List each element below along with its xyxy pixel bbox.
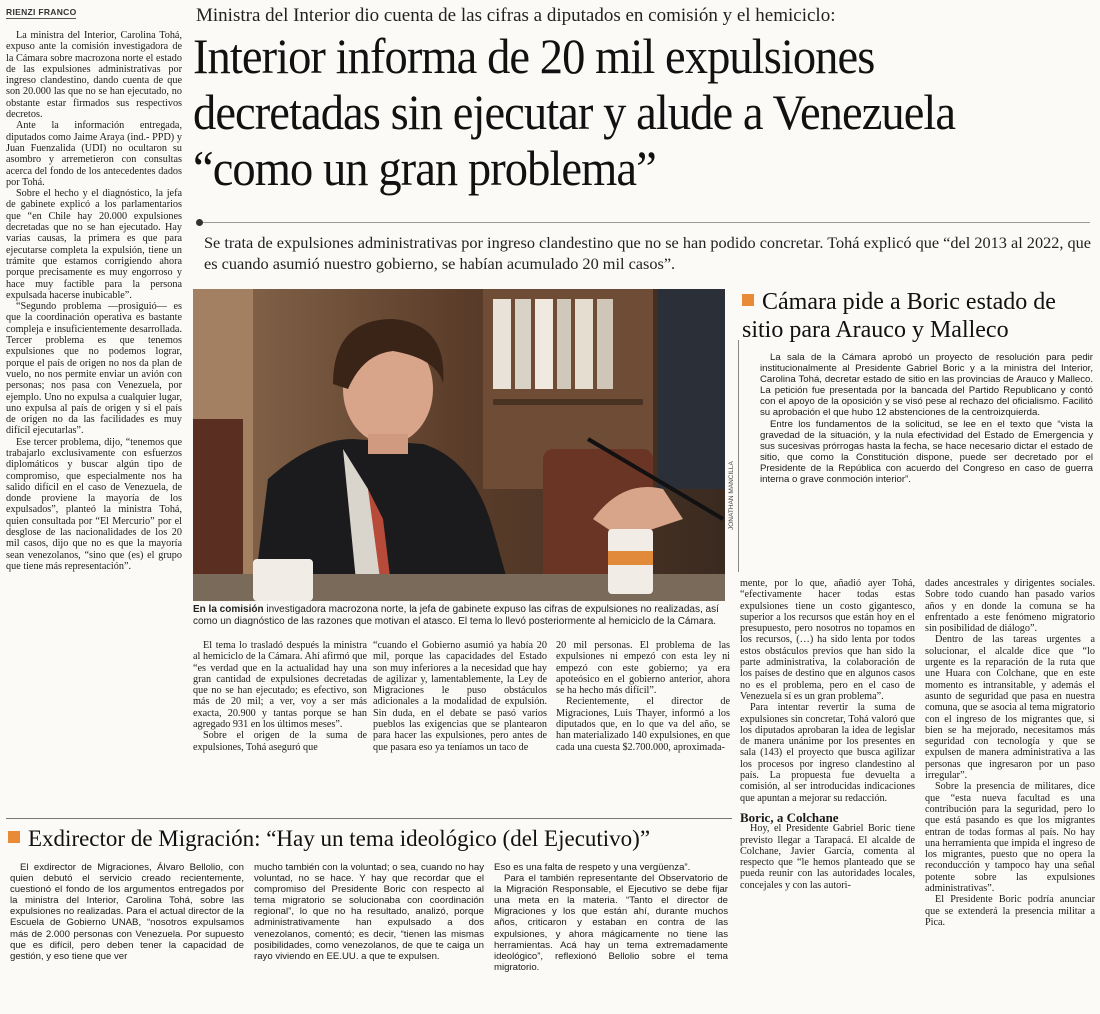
section-title-text: Exdirector de Migración: “Hay un tema ideológico (del Ejecutivo)” [28, 826, 651, 851]
orange-square-icon [8, 831, 20, 843]
paragraph: “cuando el Gobierno asumió ya había 20 mil, porque las capacidades del Estado son muy inferiores a la necesidad que hay de agilizar y, lamentablemente, la Ley de Migraciones le puso obstáculos adicionales a la modalidad de expulsión. Sin duda, en el debate se pasó varios pueblos las exigencias que se plantearon para hacer las expulsiones, pero antes de que pasara eso ya teníamos un taco de [373, 640, 547, 753]
caption-lead: En la comisión [193, 604, 264, 615]
bullet-dot-icon [196, 219, 203, 226]
photo-credit: JONATHAN MANCILLA [728, 461, 735, 530]
section2-column-3 [494, 862, 728, 1010]
paragraph: Ese tercer problema, dijo, “tenemos que trabajarlo exclusivamente con esfuerzos diplomáticos y buscar algún tipo de compromiso, que especialmente nos ha salido difícil en el caso de Venezuela, de donde proviene la mayoría de los expulsados”, planteó la ministra Tohá, quien consultada por “El Mercurio” por el desglose de las nacionalidades de los 20 mil casos, dijo que no es que la mayoría sean venezolanos, “sino que (es) el grupo que tiene más representación”. [6, 436, 182, 572]
photo-minister [193, 289, 725, 601]
left-column [6, 30, 182, 810]
paragraph: “Segundo problema —prosiguió— es que la coordinación operativa es bastante compleja e insuficientemente desarrollada. Tercer problema es que tenemos expulsiones que no podemos lograr, porque el país de origen no nos da plan de vuelo, no nos permite enviar un avión con personas; nos pasa con Venezuela, por ejemplo. Uno no expulsa a cualquier lugar, uno expulsa al país de origen y si el país de origen no da las facilidades es muy difícil ejecutarlas”. [6, 301, 182, 437]
paragraph: Entre los fundamentos de la solicitud, se lee en el texto que “vista la gravedad de la situación, y la nula efectividad del Estado de Emergencia y sus sucesivas prórrogas hasta la fecha, se hace necesario dictar el estado de sitio, que como la Constitución dispone, puede ser decretado por el Presidente de la República con acuerdo del Congreso en caso de guerra interna o grave conmoción interior”. [760, 418, 1093, 486]
paragraph: Recientemente, el director de Migraciones, Luis Thayer, informó a los diputados que, en lo que va del año, se han materializado 140 expulsiones, en que cada una cuesta $2.700.000, aproximada- [556, 696, 730, 753]
paragraph: 20 mil personas. El problema de las expulsiones ni empezó con esta ley ni empezó con este gobierno; ya era apoteósico en el gobierno anterior, ahora se ha hecho más difícil”. [556, 640, 730, 697]
main-column-5 [925, 578, 1095, 1008]
paragraph: Hoy, el Presidente Gabriel Boric tiene previsto llegar a Tarapacá. El alcalde de Colchane, Javier García, comenta al respecto que “le hemos planteado que se pueda reunir con las autoridades locales, concejales y con las autori- [740, 823, 915, 891]
main-column-4 [740, 578, 915, 1008]
byline: RIENZI FRANCO [6, 7, 77, 17]
paragraph: Sobre el hecho y el diagnóstico, la jefa de gabinete explicó a los parlamentarios que “en Chile hay 20.000 expulsiones decretadas que no se han ejecutado. Hay varias causas, la primera es que para ejecutarse completa la expulsión, tiene un trámite que estamos corrigiendo ahora porque precisamente es muy engorroso y hace muy factible para la persona expulsada hacerse inubicable”. [6, 188, 182, 301]
caption-text: investigadora macrozona norte, la jefa de gabinete expuso las cifras de expulsiones no realizadas, así como un diagnóstico de las razones que motivan el atasco. El tema lo llevó posteriormente al hemiciclo de la Cámara. [193, 604, 719, 627]
section2-column-1 [10, 862, 244, 1010]
main-column-2 [373, 640, 547, 810]
sidebar-divider [738, 340, 739, 572]
section2-column-2 [254, 862, 484, 1010]
paragraph: Sobre el origen de la suma de expulsiones, Tohá aseguró que [193, 730, 367, 753]
paragraph: Para intentar revertir la suma de expulsiones sin concretar, Tohá valoró que los diputados aprobaran la idea de legislar de manera unánime por los presentes en sala (143) el proyecto que busca agilizar los procesos por ingreso clandestino al país. La propuesta fue devuelta a comisión, al ser introducidas indicaciones que apuntan a mejorar su redacción. [740, 702, 915, 804]
orange-square-icon [742, 294, 754, 306]
boric-subhead: Boric, a Colchane [740, 809, 839, 825]
paragraph: El exdirector de Migraciones, Álvaro Bellolio, con quien debutó el servicio creado recientemente, cuestionó el fondo de los argumentos entregados por la ministra del Interior, Carolina Tohá, sobre las expulsiones no realizadas. Para el actual director de la Escuela de Gobierno UNAB, “nosotros expulsamos más de 2.000 personas con Venezuela. Por supuesto que es difícil, pero deben tener la capacidad de gestión, y eso tiene que ver [10, 862, 244, 962]
paragraph: Ante la información entregada, diputados como Jaime Araya (ind.- PPD) y Juan Fuenzalida (UDI) no ocultaron su asombro y arremetieron con consultas acerca del fondo de los antecedentes dados por Tohá. [6, 120, 182, 188]
paragraph: El tema lo trasladó después la ministra al hemiciclo de la Cámara. Ahí afirmó que “es verdad que en la actualidad hay una gran cantidad de expulsiones decretadas que no se han ejecutado; es efectivo, son más de 20 mil; a ver, voy a ser más exacta, 20.900 y tantas porque se han agregado 931 en los últimos meses”. [193, 640, 367, 731]
paragraph: La ministra del Interior, Carolina Tohá, expuso ante la comisión investigadora de la Cámara sobre macrozona norte el estado de las expulsiones administrativas por ingreso clandestino, dando cuenta de que son 20.000 las que no se han ejecutado, no obstante estar firmados sus respectivos decretos. [6, 30, 182, 121]
kicker: Ministra del Interior dio cuenta de las cifras a diputados en comisión y el hemiciclo: [196, 5, 836, 26]
photo-caption [193, 604, 729, 628]
photo-illustration [193, 289, 725, 601]
section-title [8, 826, 738, 852]
sidebar-title-text: Cámara pide a Boric estado de sitio para Arauco y Malleco [742, 289, 1056, 343]
section-rule [6, 818, 732, 819]
paragraph: dades ancestrales y dirigentes sociales. Sobre todo cuando han pasado varios años y en donde la comuna se ha enfrentado a este fenómeno migratorio sin posibilidad de diálogo”. [925, 578, 1095, 635]
paragraph: mente, por lo que, añadió ayer Tohá, “efectivamente hacer todas estas expulsiones tiene un costo gigantesco, superior a los recursos que están hoy en el presupuesto, pero nosotros no topamos en los recursos, (…) ha sido lenta por todos estos obstáculos previos que han sido la parte administrativa, la colaboración de los países de destino que en algunos casos no es el problema, pero en el caso de Venezuela sí es un gran problema”. [740, 578, 915, 702]
main-column-3 [556, 640, 730, 810]
paragraph: mucho también con la voluntad; o sea, cuando no hay voluntad, no se hace. Y hay que recordar que el compromiso del Presidente Boric con respecto al tema migratorio se solucionaba con coordinación regional”, lo que no ha resultado, analizó, porque administrativamente han expulsado a dos venezolanos, comentó; es decir, “tienen las mismas posibilidades, como venezolanos, de que te caiga un rayo viviendo en EE.UU. a que te expulsen. [254, 862, 484, 962]
headline: Interior informa de 20 mil expulsiones decretadas sin ejecutar y alude a Venezuela “como un gran problema” [193, 28, 956, 196]
main-column-1 [193, 640, 367, 810]
deck-rule [202, 222, 1090, 223]
paragraph: Para el también representante del Observatorio de la Migración Responsable, el Ejecutivo se debe fijar una meta en la materia. “Tanto el director de Migraciones y los que están ahí, durante muchos años, criticaron y estaban en contra de las expulsiones, y ahora mágicamente no tiene las herramientas. Acá hay un tema extremadamente ideológico”, reflexionó Bellolio sobre el tema migratorio. [494, 873, 728, 973]
paragraph: El Presidente Boric podría anunciar que se extenderá la presencia militar a Pica. [925, 894, 1095, 928]
sidebar-body [760, 352, 1093, 574]
paragraph: Sobre la presencia de militares, dice que “esta nueva facultad es una contribución para la seguridad, pero lo que está pasando es que los migrantes entran de todas formas al país. No hay una herramienta que impida el ingreso de los migrantes, puesto que no opera la reconducción y tampoco hay una señal potente sobre las expulsiones administrativas”. [925, 781, 1095, 895]
sidebar-title [742, 288, 1097, 344]
paragraph: Dentro de las tareas urgentes a solucionar, el alcalde dice que “lo urgente es la reparación de la ruta que une Huara con Colchane, que en este momento es intransitable, y además el asunto de seguridad que pasa en nuestra comuna, que se asocia al tema migratorio con el ingreso de los migrantes que, si bien se ha mejorado, necesitamos más seguridad con tecnología y que se expulsen de manera administrativa a las personas que ingresaron por un paso irregular”. [925, 634, 1095, 782]
paragraph: Eso es una falta de respeto y una vergüenza”. [494, 862, 691, 873]
paragraph: La sala de la Cámara aprobó un proyecto de resolución para pedir institucionalmente al Presidente Gabriel Boric y a la ministra del Interior, Carolina Tohá, decretar estado de sitio en las provincias de Arauco y Malleco. La petición fue presentada por la bancada del Partido Republicano y contó con el apoyo de la oposición y se visó pese al rechazo del oficialismo. Facilitó su aprobación el que hubo 12 abstenciones de la centroizquierda. [760, 352, 1093, 419]
deck: Se trata de expulsiones administrativas por ingreso clandestino que no se han podido concretar. Tohá explicó que “del 2013 al 2022, que es cuando asumió nuestro gobierno, se habían acumulado 20 mil casos”. [204, 233, 1092, 273]
